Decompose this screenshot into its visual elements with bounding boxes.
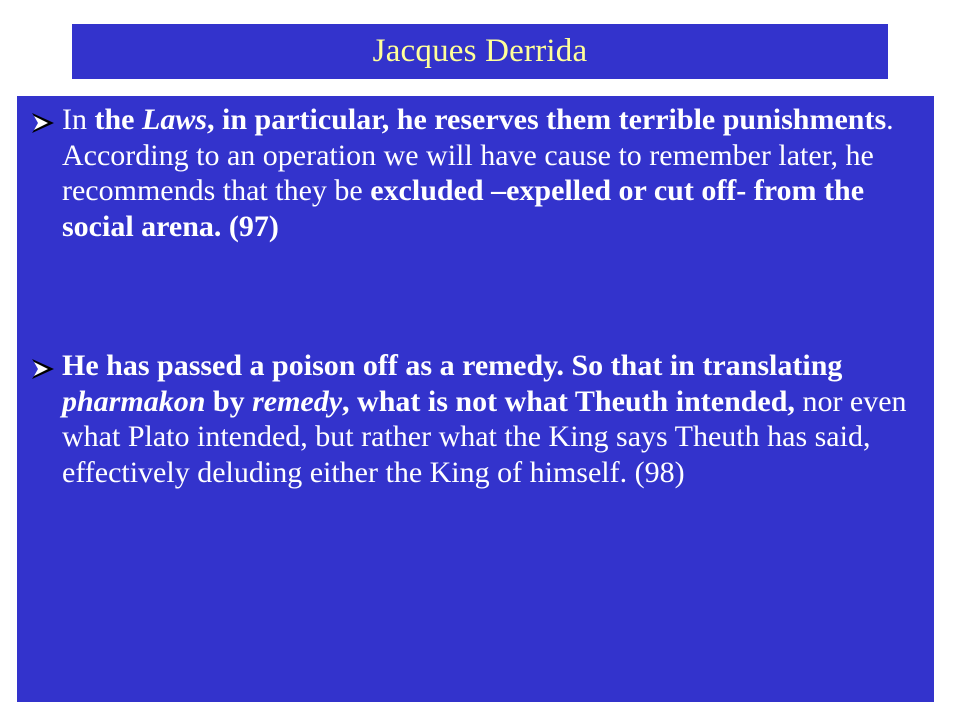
content-box — [17, 96, 934, 702]
bullet-item — [30, 102, 912, 244]
bullet-text — [62, 348, 912, 490]
bullet-segment: excluded –expelled or cut off- from the social arena. (97) — [62, 174, 865, 243]
bullet-segment: by — [205, 384, 253, 418]
bullet-segment: remedy — [252, 384, 343, 418]
bullet-segment: . According to an operation we will have cause to remember later, he recommends that they be — [62, 103, 894, 207]
title-bar — [72, 24, 888, 79]
arrow-bullet-icon — [30, 348, 62, 398]
bullet-segment: nor even what Plato intended, but rather what the King says Theuth has said, effectively deluding either the King of himself. (98) — [62, 384, 907, 489]
bullet-segment: He has passed a poison off as a remedy. So that in translating — [62, 349, 843, 382]
bullet-segment: pharmakon — [62, 384, 206, 418]
bullet-segment: In — [62, 103, 95, 136]
arrow-bullet-icon — [30, 102, 62, 152]
bullet-segment: Laws — [142, 103, 208, 136]
bullet-text — [62, 102, 912, 244]
bullet-segment: the — [94, 103, 142, 136]
bullet-segment: , what is not what Theuth intended, — [342, 384, 795, 418]
slide-title: Jacques Derrida — [372, 33, 588, 69]
bullet-segment: , in particular, he reserves them terrible punishments — [207, 103, 887, 136]
bullet-item — [30, 348, 912, 490]
